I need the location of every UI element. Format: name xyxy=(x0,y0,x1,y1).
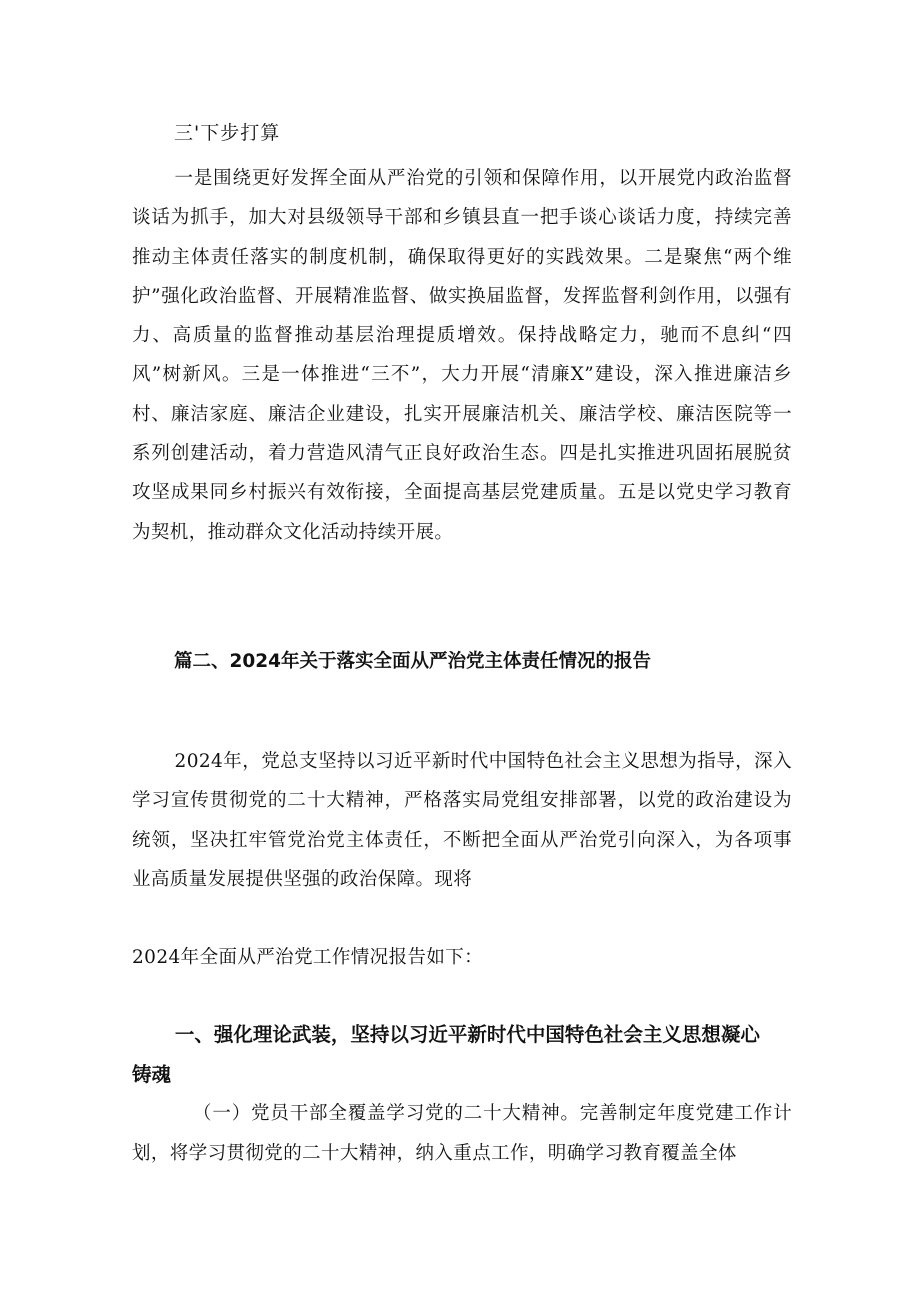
next-steps-paragraph: 一是围绕更好发挥全面从严治党的引领和保障作用，以开展党内政治监督谈话为抓手，加大对县级领导干部和乡镇县直一把手谈心谈话力度，持续完善推动主体责任落实的制度机制，确保取得更好的实践效果。二是聚焦“两个维护”强化政治监督、开展精准监督、做实换届监督，发挥监督利剑作用，以强有力、高质量的监督推动基层治理提质增效。保持战略定力，驰而不息纠“四风”树新风。三是一体推进“三不”，大力开展“清廉X”建设，深入推进廉洁乡村、廉洁家庭、廉洁企业建设，扎实开展廉洁机关、廉洁学校、廉洁医院等一系列创建活动，着力营造风清气正良好政治生态。四是扎实推进巩固拓展脱贫攻坚成果同乡村振兴有效衔接，全面提高基层党建质量。五是以党史学习教育为契机，推动群众文化活动持续开展。 xyxy=(132,168,792,543)
lead-line: 2024年全面从严治党工作情况报告如下： xyxy=(132,947,484,968)
lead-line-container xyxy=(132,942,792,974)
intro-paragraph-container xyxy=(132,742,792,899)
section-heading-next-steps: 三'下步打算 xyxy=(174,122,281,144)
section-heading-theory xyxy=(132,1015,792,1095)
section-heading-theory-line1: 一、强化理论武装，坚持以习近平新时代中国特色社会主义思想凝心 xyxy=(174,1023,760,1046)
intro-paragraph: 2024年，党总支坚持以习近平新时代中国特色社会主义思想为指导，深入学习宣传贯彻党的二十大精神，严格落实局党组安排部署，以党的政治建设为统领，坚决扛牢管党治党主体责任，不断把全面从严治党引向深入，为各项事业高质量发展提供坚强的政治保障。现将 xyxy=(132,751,792,890)
next-steps-paragraph-container xyxy=(132,159,792,552)
subsection-paragraph: （一）党员干部全覆盖学习党的二十大精神。完善制定年度党建工作计划，将学习贯彻党的二十大精神，纳入重点工作，明确学习教育覆盖全体 xyxy=(132,1103,792,1164)
article-title: 篇二、2024年关于落实全面从严治党主体责任情况的报告 xyxy=(174,651,651,672)
section-heading-theory-line2: 铸魂 xyxy=(132,1063,172,1086)
